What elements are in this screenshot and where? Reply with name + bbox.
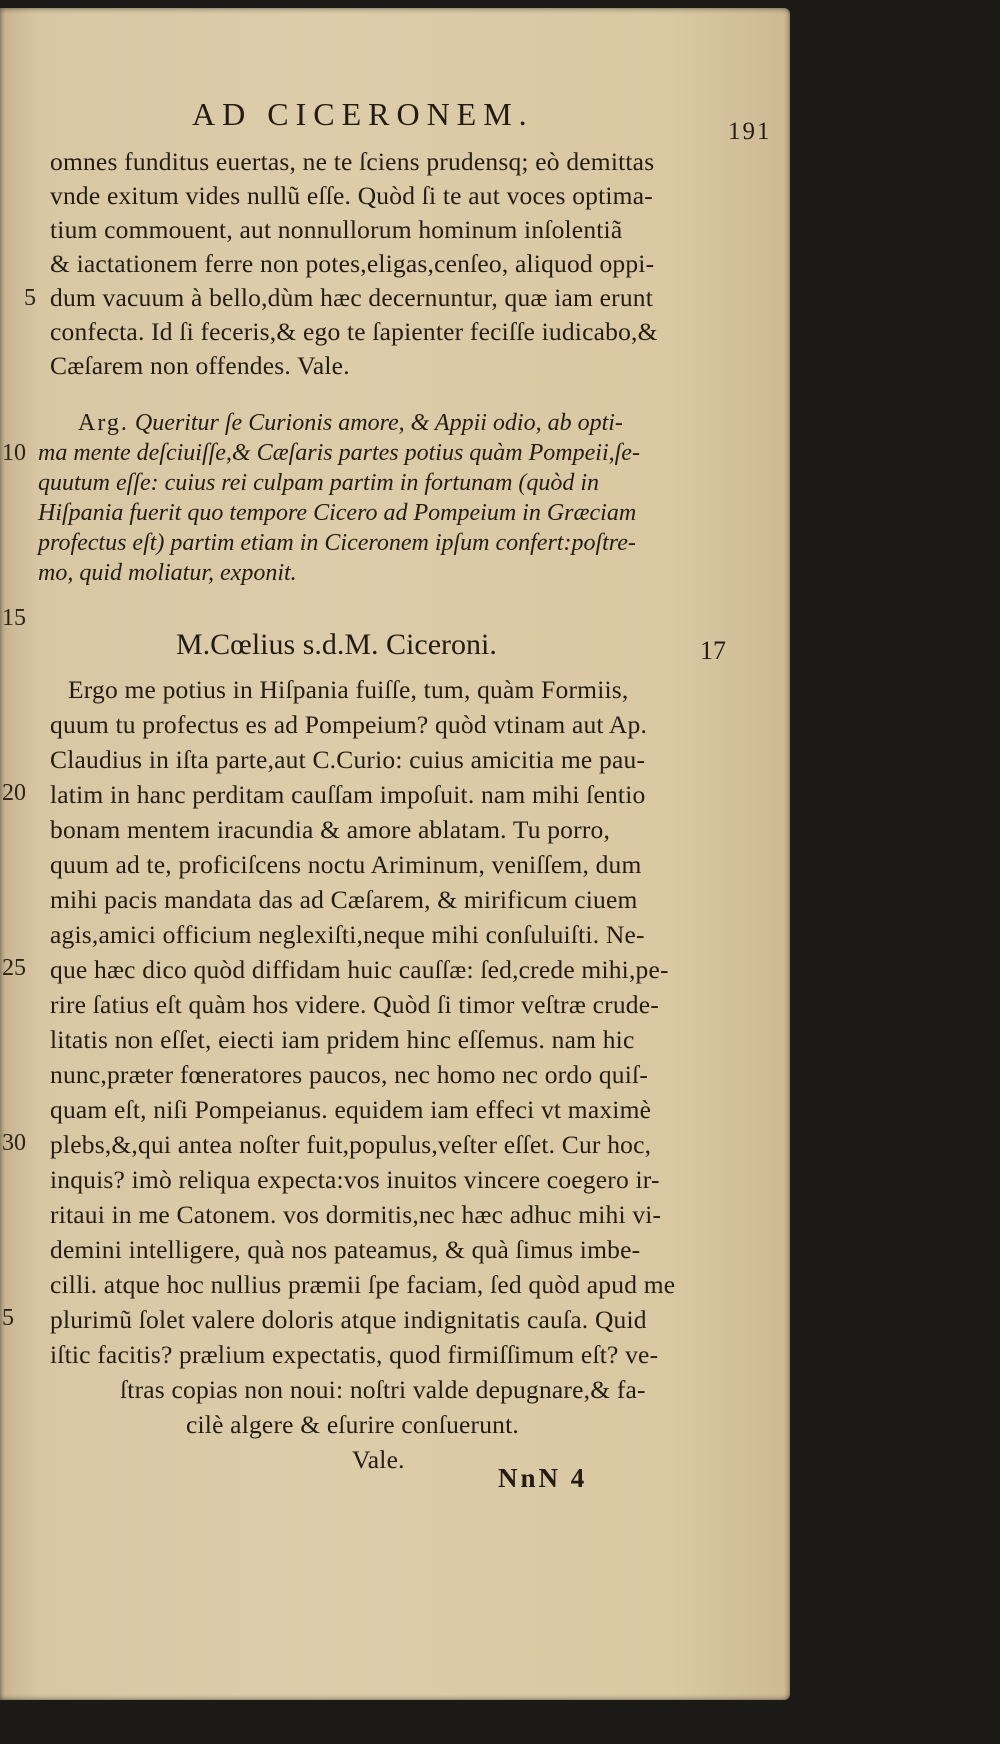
letter2-line: plebs,&,qui antea noſter fuit,populus,veſter eſſet. Cur hoc, bbox=[50, 1130, 652, 1159]
signature-mark: NnN 4 bbox=[498, 1463, 588, 1493]
argument-line: mo, quid moliatur, exponit. bbox=[38, 560, 297, 586]
letter2-line: mihi pacis mandata das ad Cæſarem, & mirificum ciuem bbox=[50, 885, 638, 914]
letter1-line: omnes funditus euertas, ne te ſciens prudensq; eò demittas bbox=[50, 147, 655, 176]
letter2-line: que hæc dico quòd diffidam huic cauſſæ: ſed,crede mihi,pe- bbox=[50, 955, 669, 984]
letter2-line: cilè algere & eſurire conſuerunt. bbox=[186, 1410, 519, 1439]
argument-tag: Arg. bbox=[78, 410, 129, 436]
argument-line: Hiſpania fuerit quo tempore Cicero ad Pompeium in Græciam bbox=[38, 500, 637, 526]
argument-line: profectus eſt) partim etiam in Ciceronem ipſum confert:poſtre- bbox=[38, 530, 636, 556]
letter2-line: nunc,præter fœneratores paucos, nec homo nec ordo quiſ- bbox=[50, 1060, 649, 1089]
margin-line-number: 10 bbox=[2, 440, 26, 466]
argument-line: ma mente deſciuiſſe,& Cæſaris partes potius quàm Pompeii,ſe- bbox=[38, 440, 640, 466]
margin-line-number: 15 bbox=[2, 605, 26, 631]
letter2-line: inquis? imò reliqua expecta:vos inuitos vincere coegero ir- bbox=[50, 1165, 660, 1194]
argument-line: quutum eſſe: cuius rei culpam partim in fortunam (quòd in bbox=[38, 470, 600, 496]
letter2-line: Ergo me potius in Hiſpania fuiſſe, tum, quàm Formiis, bbox=[68, 675, 629, 704]
argument-line bbox=[78, 410, 623, 437]
letter2-line: quam eſt, niſi Pompeianus. equidem iam effeci vt maximè bbox=[50, 1095, 652, 1124]
letter1-line: Cæſarem non offendes. Vale. bbox=[50, 351, 350, 380]
letter1-line: vnde exitum vides nullũ eſſe. Quòd ſi te aut voces optima- bbox=[50, 181, 653, 210]
letter2-line: cilli. atque hoc nullius præmii ſpe faciam, ſed quòd apud me bbox=[50, 1270, 676, 1299]
letter2-line: quum ad te, proficiſcens noctu Ariminum, veniſſem, dum bbox=[50, 850, 642, 879]
letter2-line: latim in hanc perditam cauſſam impoſuit. nam mihi ſentio bbox=[50, 780, 646, 809]
letter2-line: agis,amici officium neglexiſti,neque mihi conſuluiſti. Ne- bbox=[50, 920, 645, 949]
letter2-line: rire ſatius eſt quàm hos videre. Quòd ſi timor veſtræ crude- bbox=[50, 990, 659, 1019]
margin-line-number: 20 bbox=[2, 780, 26, 806]
letter2-line: plurimũ ſolet valere doloris atque indignitatis cauſa. Quid bbox=[50, 1305, 647, 1334]
letter1-line: tium commouent, aut nonnullorum hominum inſolentiã bbox=[50, 215, 623, 244]
letter2-closing: Vale. bbox=[352, 1445, 405, 1474]
letter2-line: Claudius in iſta parte,aut C.Curio: cuius amicitia me pau- bbox=[50, 745, 646, 774]
letter1-line: confecta. Id ſi feceris,& ego te ſapienter feciſſe iudicabo,& bbox=[50, 317, 658, 346]
argument-text: Queritur ſe Curionis amore, & Appii odio, ab opti- bbox=[134, 410, 623, 436]
letter2-line: demini intelligere, quà nos pateamus, & quà ſimus imbe- bbox=[50, 1235, 641, 1264]
margin-line-number: 5 bbox=[24, 285, 36, 311]
margin-line-number: 30 bbox=[2, 1130, 26, 1156]
letter2-line: bonam mentem iracundia & amore ablatam. Tu porro, bbox=[50, 815, 611, 844]
running-head: AD CICERONEM. bbox=[192, 96, 534, 132]
letter2-line: ſtras copias non noui: noſtri valde depugnare,& fa- bbox=[120, 1375, 646, 1404]
letter2-line: quum tu profectus es ad Pompeium? quòd vtinam aut Ap. bbox=[50, 710, 648, 739]
letter2-line: litatis non eſſet, eiecti iam pridem hinc eſſemus. nam hic bbox=[50, 1025, 635, 1054]
page-number: 191 bbox=[728, 118, 772, 145]
margin-line-number: 25 bbox=[2, 955, 26, 981]
letter2-line: ritaui in me Catonem. vos dormitis,nec hæc adhuc mihi vi- bbox=[50, 1200, 662, 1229]
letter2-line: iſtic facitis? prælium expectatis, quod firmiſſimum eſt? ve- bbox=[50, 1340, 659, 1369]
letter1-line: & iactationem ferre non potes,eligas,cenſeo, aliquod oppi- bbox=[50, 249, 655, 278]
letter1-line: dum vacuum à bello,dùm hæc decernuntur, quæ iam erunt bbox=[50, 283, 654, 312]
letter-heading: M.Cœlius s.d.M. Ciceroni. bbox=[176, 628, 497, 661]
letter-number: 17 bbox=[700, 636, 726, 665]
margin-line-number: 5 bbox=[2, 1305, 14, 1331]
